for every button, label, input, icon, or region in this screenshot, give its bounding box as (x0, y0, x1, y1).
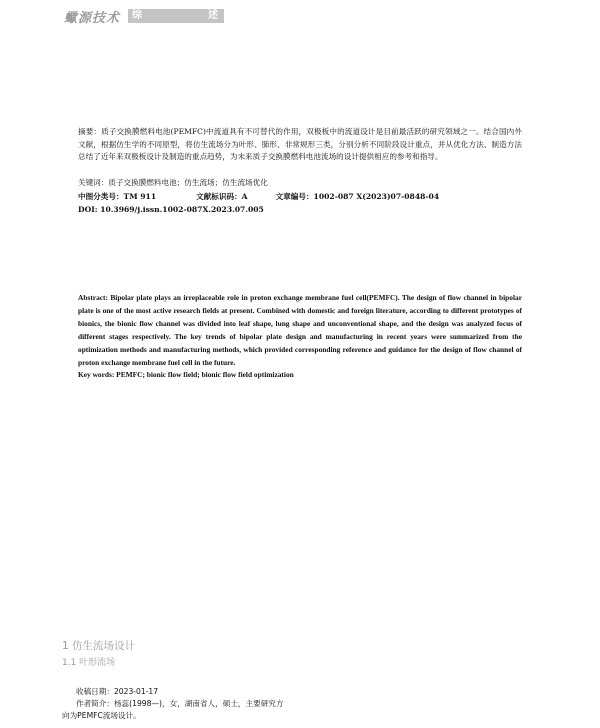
section-heading-1: 1 仿生流场设计 (62, 640, 136, 652)
abstract-english-text: Abstract: Bipolar plate plays an irreplaceable role in proton exchange membrane fuel cell(PEMFC). The design of flow channel in bipolar plate is one of the most active research fields at present. Combined with domestic and foreign literature, according to different prototypes of bionics, the bionic flow channel was divided into leaf shape, lung shape and unconventional shape, and the design was analyzed focus of different stages respectively. The key trends of bipolar plate design and manufacturing in recent years were summarized from the optimization methods and manufacturing methods, which provided corresponding reference and guidance for the design of flow channel of proton exchange membrane fuel cell in the future. (78, 293, 522, 367)
abstract-chinese (78, 126, 522, 164)
journal-header (64, 7, 224, 25)
abstract-chinese-text: 摘要：质子交换膜燃料电池(PEMFC)中流道具有不可替代的作用，双极板中的流道设计是目前最活跃的研究领域之一。结合国内外文献，根据仿生学的不同原型，将仿生流场分为叶形、肺形、非常规形三类，分别分析不同阶段设计重点，并从优化方法、制造方法总结了近年来双极板设计及制造的重点趋势，为未来质子交换膜燃料电池流场的设计提供相应的参考和指导。 (78, 127, 522, 162)
author-info-line1: 作者简介：杨蕊(1998—)，女，湖南省人，硕士，主要研究方 (76, 699, 284, 708)
document-code: 文献标识码：A (196, 192, 248, 201)
clc-number: 中图分类号：TM 911 (78, 192, 157, 201)
author-info-line2: 向为PEMFC流场设计。 (62, 711, 141, 720)
abstract-english (78, 292, 522, 382)
section-char-1: 综 (132, 10, 143, 21)
article-number: 文章编号：1002-087 X(2023)07-0848-04 (275, 192, 440, 201)
section-label-bar (128, 9, 224, 23)
keywords-chinese: 关键词：质子交换膜燃料电池；仿生流场；仿生流场优化 (78, 178, 268, 187)
doi: DOI: 10.3969/j.issn.1002-087X.2023.07.005 (78, 205, 264, 214)
journal-name: 蠍源技术 (64, 10, 121, 26)
received-date: 收稿日期：2023-01-17 (76, 687, 159, 696)
classification-line (78, 191, 439, 203)
keywords-english: Key words: PEMFC; bionic flow field; bionic flow field optimization (78, 370, 294, 380)
section-char-2: 述 (208, 10, 219, 21)
section-heading-1-1: 1.1 叶形流场 (62, 658, 116, 668)
